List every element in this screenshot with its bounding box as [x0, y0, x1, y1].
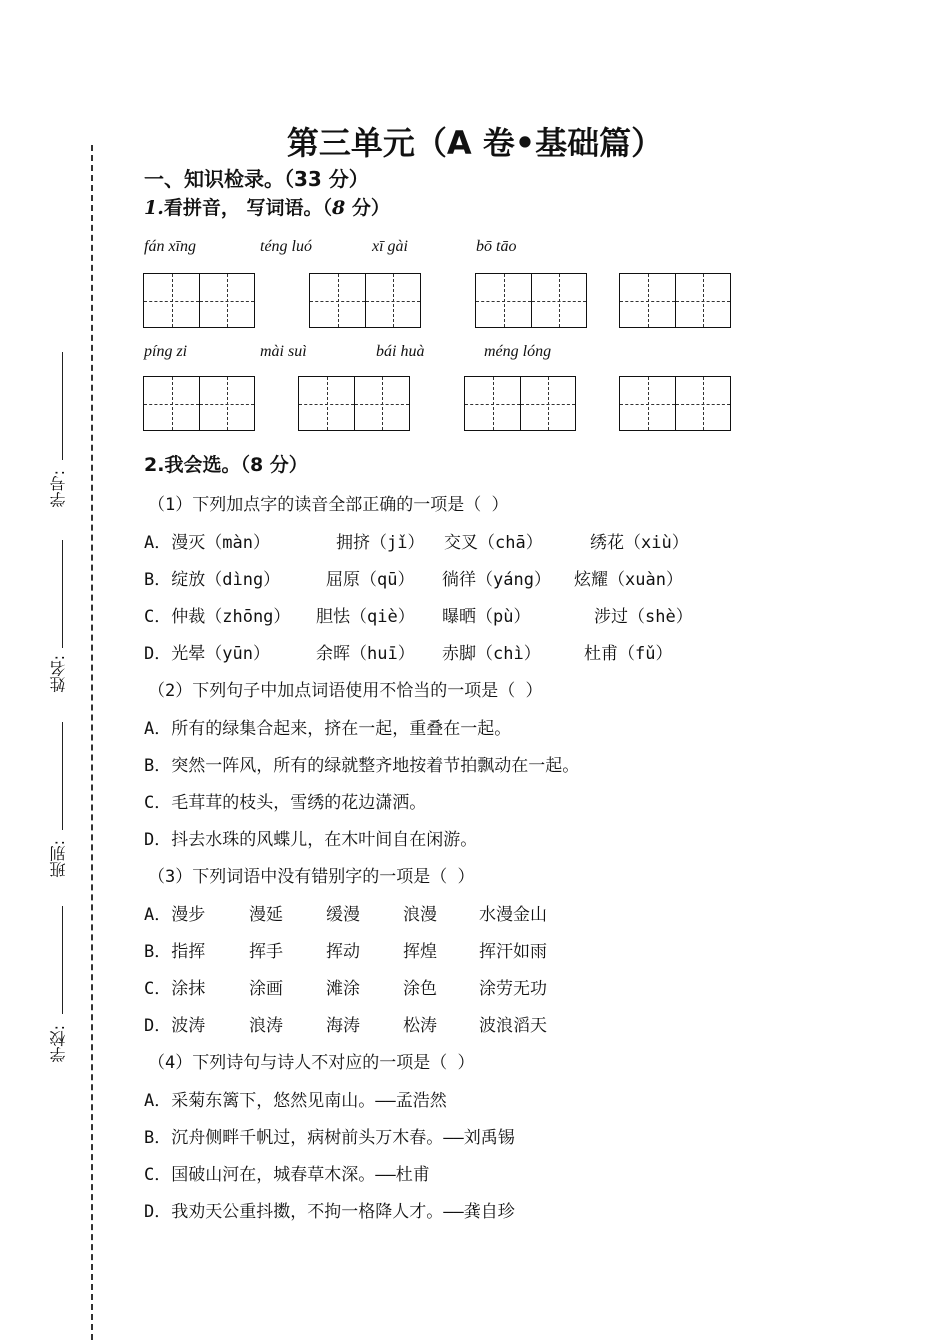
sub1-option-d-4: 杜甫（fǔ） — [584, 644, 673, 664]
question-1-number: 1. — [144, 197, 164, 219]
sub3-option-c-2: 涂画 — [249, 979, 283, 999]
sub3-option-d-1: D．波涛 — [144, 1016, 206, 1036]
writing-grid-6[interactable] — [298, 376, 410, 431]
sub1-option-c-2: 胆怯（qiè） — [316, 607, 415, 627]
sub2-option-a: A．所有的绿集合起来，挤在一起，重叠在一起。 — [144, 719, 512, 739]
writing-grid-5[interactable] — [143, 376, 255, 431]
sub3-prompt: （3）下列词语中没有错别字的一项是（ ） — [148, 867, 475, 887]
sub3-option-b-1: B．指挥 — [144, 942, 206, 962]
sub4-option-b: B．沉舟侧畔千帆过，病树前头万木春。——刘禹锡 — [144, 1128, 515, 1148]
sub4-option-d: D．我劝天公重抖擞，不拘一格降人才。——龚自珍 — [144, 1202, 515, 1222]
sub3-option-c-4: 涂色 — [403, 979, 437, 999]
sub3-option-c-1: C．涂抹 — [144, 979, 206, 999]
pinyin-8: méng lóng — [484, 343, 552, 360]
sub1-prompt: （1）下列加点字的读音全部正确的一项是（ ） — [148, 495, 509, 515]
question-1-score-tail: 分） — [345, 197, 390, 219]
sub3-option-a-2: 漫延 — [249, 905, 283, 925]
sub1-option-c-3: 曝晒（pù） — [442, 607, 531, 627]
sub3-option-d-4: 松涛 — [403, 1016, 437, 1036]
name-label: 姓名: — [49, 655, 68, 693]
sub1-option-c-1: C．仲裁（zhōng） — [144, 607, 291, 627]
writing-grid-3[interactable] — [475, 273, 587, 328]
page-title: 第三单元（A 卷•基础篇） — [286, 124, 664, 162]
sub1-option-b-2: 屈原（qū） — [326, 570, 415, 590]
sub1-option-b-4: 炫耀（xuàn） — [574, 570, 683, 590]
pinyin-4: bō tāo — [476, 238, 517, 255]
pinyin-2: téng luó — [260, 238, 312, 255]
sub2-prompt: （2）下列句子中加点词语使用不恰当的一项是（ ） — [148, 681, 543, 701]
school-label: 学校: — [49, 1025, 68, 1063]
sub1-option-a-4: 绣花（xiù） — [590, 533, 689, 553]
sub4-option-c: C．国破山河在，城春草木深。——杜甫 — [144, 1165, 430, 1185]
sub4-prompt: （4）下列诗句与诗人不对应的一项是（ ） — [148, 1053, 475, 1073]
sub3-option-a-4: 浪漫 — [403, 905, 437, 925]
student-no-label: 学号: — [49, 470, 68, 508]
pinyin-6: mài suì — [260, 343, 307, 360]
binding-dashed-line — [91, 145, 93, 1340]
sub1-option-a-3: 交叉（chā） — [444, 533, 543, 553]
sub3-option-a-5: 水漫金山 — [479, 905, 547, 925]
name-blank — [62, 540, 63, 648]
section-1-heading: 一、知识检录。（33 分） — [144, 167, 369, 191]
sub2-option-d: D．抖去水珠的风蝶儿，在木叶间自在闲游。 — [144, 830, 478, 850]
writing-grid-1[interactable] — [143, 273, 255, 328]
sub3-option-b-3: 挥动 — [326, 942, 360, 962]
sub4-option-a: A．采菊东篱下，悠然见南山。——孟浩然 — [144, 1091, 447, 1111]
sub3-option-d-5: 波浪滔天 — [479, 1016, 547, 1036]
sub1-option-b-3: 徜徉（yáng） — [442, 570, 551, 590]
sub2-option-b: B．突然一阵风，所有的绿就整齐地按着节拍飘动在一起。 — [144, 756, 580, 776]
sub3-option-c-3: 滩涂 — [326, 979, 360, 999]
sub1-option-a-1: A．漫灭（màn） — [144, 533, 270, 553]
sub1-option-d-1: D．光晕（yūn） — [144, 644, 270, 664]
sub3-option-a-1: A．漫步 — [144, 905, 206, 925]
sub3-option-d-2: 浪涛 — [249, 1016, 283, 1036]
writing-grid-8[interactable] — [619, 376, 731, 431]
student-no-blank — [62, 352, 63, 460]
sub3-option-b-5: 挥汗如雨 — [479, 942, 547, 962]
pinyin-7: bái huà — [376, 343, 425, 360]
sub1-option-b-1: B．绽放（dìng） — [144, 570, 281, 590]
school-blank — [62, 906, 63, 1014]
sub2-option-c: C．毛茸茸的枝头，雪绣的花边潇洒。 — [144, 793, 427, 813]
sub3-option-b-2: 挥手 — [249, 942, 283, 962]
question-1-score: 8 — [331, 197, 346, 219]
class-label: 班别: — [49, 840, 68, 878]
sub3-option-a-3: 缓漫 — [326, 905, 360, 925]
sub1-option-d-3: 赤脚（chì） — [442, 644, 541, 664]
question-2-heading: 2.我会选。（8 分） — [144, 454, 308, 476]
question-1-text: 看拼音， 写词语。（ — [163, 197, 332, 219]
writing-grid-2[interactable] — [309, 273, 421, 328]
question-1-heading — [144, 193, 390, 220]
sub3-option-d-3: 海涛 — [326, 1016, 360, 1036]
sub1-option-d-2: 余晖（huī） — [316, 644, 415, 664]
sub3-option-c-5: 涂劳无功 — [479, 979, 547, 999]
pinyin-5: píng zi — [144, 343, 188, 360]
class-blank — [62, 722, 63, 830]
sub3-option-b-4: 挥煌 — [403, 942, 437, 962]
writing-grid-4[interactable] — [619, 273, 731, 328]
writing-grid-7[interactable] — [464, 376, 576, 431]
pinyin-3: xī gài — [372, 238, 408, 255]
pinyin-1: fán xīng — [144, 238, 196, 255]
sub1-option-c-4: 涉过（shè） — [594, 607, 693, 627]
sub1-option-a-2: 拥挤（jǐ） — [336, 533, 425, 553]
